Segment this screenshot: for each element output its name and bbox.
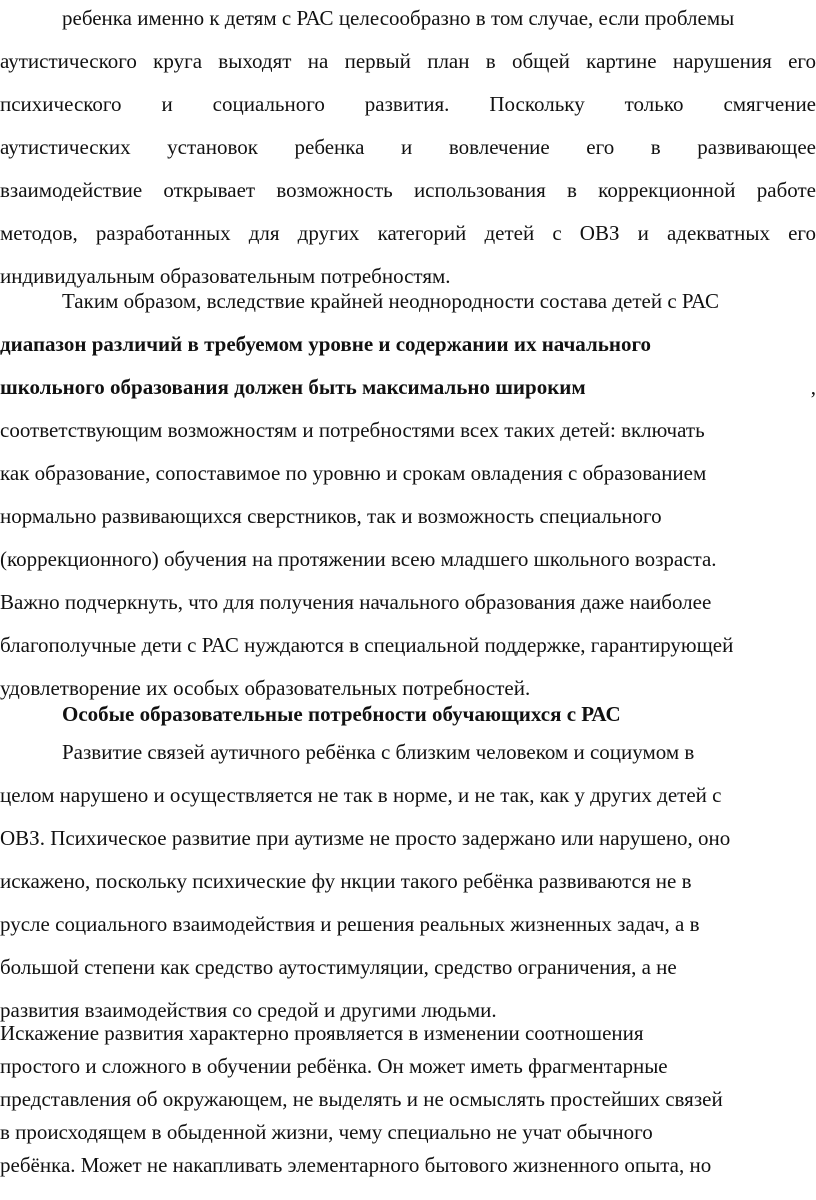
paragraph-line: целом нарушено и осуществляется не так в норме, и не так, как у других детей с xyxy=(0,783,722,807)
paragraph-line: ребенка именно к детям с РАС целесообразно в том случае, если проблемы xyxy=(62,6,735,30)
paragraph-2 xyxy=(0,280,816,710)
paragraph-line: развития взаимодействия со средой и другими людьми. xyxy=(0,998,497,1022)
paragraph-3 xyxy=(0,731,816,1032)
paragraph-line: благополучные дети с РАС нуждаются в специальной поддержке, гарантирующей xyxy=(0,633,734,657)
paragraph-line: ОВЗ. Психическое развитие при аутизме не просто задержано или нарушено, оно xyxy=(0,826,731,850)
paragraph-line: аутистических установок ребенка и вовлечение его в развивающее xyxy=(0,135,816,159)
paragraph-line: аутистического круга выходят на первый план в общей картине нарушения его xyxy=(0,49,816,73)
paragraph-line: методов, разработанных для других категорий детей с ОВЗ и адекватных его xyxy=(0,221,816,245)
bold-emphasis-line-wrapper xyxy=(0,366,816,409)
paragraph-1 xyxy=(0,0,816,298)
paragraph-line: большой степени как средство аутостимуляции, средство ограничения, а не xyxy=(0,955,677,979)
paragraph-line: Искажение развития характерно проявляется в изменении соотношения xyxy=(0,1021,644,1045)
paragraph-line: соответствующим возможностям и потребностями всех таких детей: включать xyxy=(0,418,705,442)
paragraph-line: искажено, поскольку психические фу нкции такого ребёнка развиваются не в xyxy=(0,869,692,893)
trailing-comma: , xyxy=(810,375,816,399)
paragraph-line: психического и социального развития. Поскольку только смягчение xyxy=(0,92,816,116)
paragraph-line: в происходящем в обыденной жизни, чему специально не учат обычного xyxy=(0,1120,653,1144)
paragraph-line: Таким образом, вследствие крайней неоднородности состава детей с РАС xyxy=(62,289,720,313)
paragraph-line: представления об окружающем, не выделять и не осмыслять простейших связей xyxy=(0,1087,723,1111)
paragraph-line: как образование, сопоставимое по уровню и срокам овладения с образованием xyxy=(0,461,707,485)
paragraph-4 xyxy=(0,1017,816,1182)
paragraph-line: нормально развивающихся сверстников, так и возможность специального xyxy=(0,504,662,528)
paragraph-line: простого и сложного в обучении ребёнка. Он может иметь фрагментарные xyxy=(0,1054,668,1078)
paragraph-line: (коррекционного) обучения на протяжении всею младшего школьного возраста. xyxy=(0,547,717,571)
bold-emphasis-text: школьного образования должен быть максимально широким xyxy=(0,375,586,399)
paragraph-line: взаимодействие открывает возможность использования в коррекционной работе xyxy=(0,178,816,202)
paragraph-line: индивидуальным образовательным потребностям. xyxy=(0,264,451,288)
paragraph-line: удовлетворение их особых образовательных потребностей. xyxy=(0,676,531,700)
paragraph-line: Развитие связей аутичного ребёнка с близким человеком и социумом в xyxy=(62,740,695,764)
paragraph-line: русле социального взаимодействия и решения реальных жизненных задач, а в xyxy=(0,912,700,936)
section-heading: Особые образовательные потребности обучающихся с РАС xyxy=(62,702,621,726)
paragraph-line: Важно подчеркнуть, что для получения начального образования даже наиболее xyxy=(0,590,712,614)
bold-emphasis-line: диапазон различий в требуемом уровне и содержании их начального xyxy=(0,332,651,356)
paragraph-line: ребёнка. Может не накапливать элементарного бытового жизненного опыта, но xyxy=(0,1153,712,1177)
